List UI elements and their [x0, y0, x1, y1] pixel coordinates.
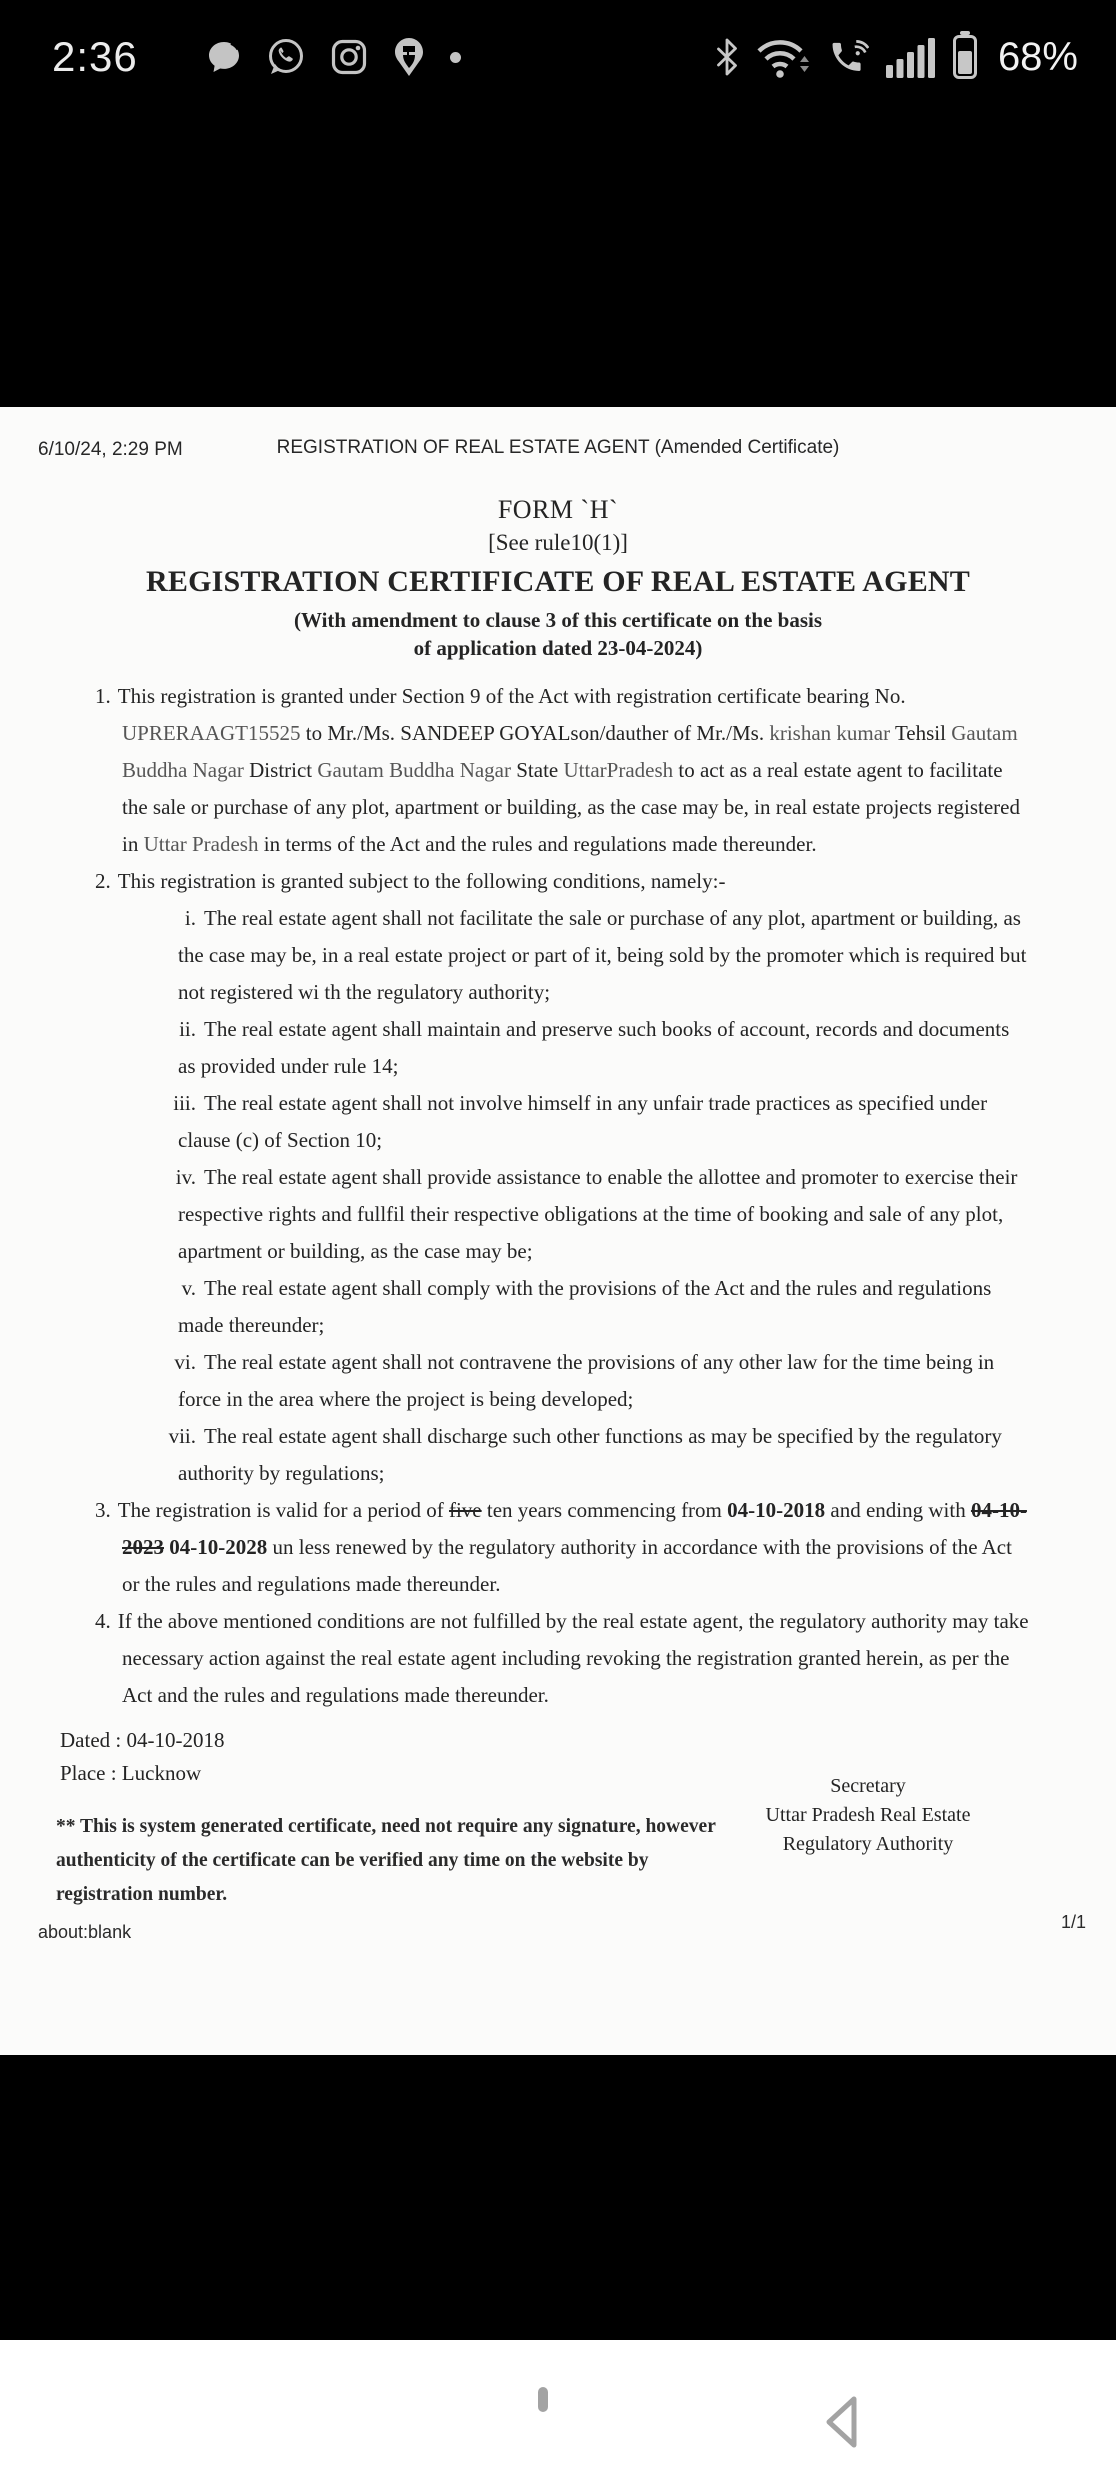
clause-3 — [95, 1492, 1032, 1603]
condition-item — [168, 1418, 1032, 1492]
footer-url: about:blank — [38, 1922, 132, 1942]
signature-line-1: Secretary — [830, 1775, 906, 1797]
clause-1-text: This registration is granted under Section 9 of the Act with registration certificate bearing No. UPRERAAGT15525 to Mr./Ms. SANDEEP GOYALson/dauther of Mr./Ms. krishan kumar Tehsil Gautam Buddha Nagar District Gautam Buddha Nagar State UttarPradesh to act as a real estate agent to facilitate the sale or purchase of any plot, apartment or building, as the case may be, in real estate projects registered in Uttar Pradesh in terms of the Act and the rules and regulations made thereunder. — [117, 684, 1020, 856]
wifi-icon — [756, 35, 810, 79]
home-icon — [538, 2387, 548, 2412]
clause-3-number: 3. — [95, 1498, 111, 1522]
condition-number: iv. — [175, 1165, 196, 1189]
condition-text: The real estate agent shall provide assistance to enable the allottee and promoter to exercise their respective rights and fullfil their respective obligations at the time of booking and sale of any plot, apartment or building, as the case may be; — [178, 1165, 1018, 1263]
condition-item — [178, 1011, 1032, 1085]
bottom-black-zone — [0, 2055, 1116, 2340]
place-line: Place : Lucknow — [60, 1761, 202, 1785]
certificate-clauses — [0, 678, 1116, 1714]
clause-2 — [95, 863, 1032, 1492]
notification-icons — [206, 37, 461, 77]
clause-4-number: 4. — [95, 1609, 111, 1633]
clause-4-text: If the above mentioned conditions are not fulfilled by the real estate agent, the regulatory authority may take necessary action against the real estate agent including revoking the registration granted herein, as per the Act and the rules and regulations made thereunder. — [117, 1609, 1029, 1707]
condition-text: The real estate agent shall not facilitate the sale or purchase of any plot, apartment or building, as the case may be, in a real estate project or part of it, being sold by the promoter which is required but not registered wi th the regulatory authority; — [178, 906, 1027, 1004]
clause-1 — [95, 678, 1032, 863]
dated-line: Dated : 04-10-2018 — [60, 1728, 225, 1752]
instagram-icon — [330, 38, 368, 76]
battery-icon — [953, 35, 977, 79]
message-icon — [206, 39, 242, 75]
condition-text: The real estate agent shall comply with the provisions of the Act and the rules and regulations made thereunder; — [178, 1276, 992, 1337]
android-nav-bar — [0, 2340, 1116, 2484]
signal-strength-icon — [886, 36, 936, 78]
condition-number: iii. — [173, 1091, 196, 1115]
condition-item — [173, 1085, 1032, 1159]
swiggy-icon — [392, 37, 426, 77]
certificate-subtitle — [0, 606, 1116, 662]
signature-line-2: Uttar Pradesh Real Estate — [765, 1804, 971, 1826]
print-header-title: REGISTRATION OF REAL ESTATE AGENT (Amended Certificate) — [276, 437, 840, 458]
clause-2-text: This registration is granted subject to the following conditions, namely:- — [117, 869, 726, 893]
condition-number: vii. — [168, 1424, 196, 1448]
condition-number: ii. — [179, 1017, 196, 1041]
certificate-document — [0, 407, 1116, 2055]
whatsapp-icon — [266, 37, 306, 77]
signature-footnote-row — [56, 1775, 1116, 1912]
clause-1-number: 1. — [95, 684, 111, 708]
print-footer-row — [0, 1912, 1116, 2061]
top-black-zone — [0, 0, 1116, 407]
condition-item — [178, 1270, 1032, 1344]
home-button[interactable] — [538, 2392, 548, 2407]
condition-text: The real estate agent shall discharge such other functions as may be specified by the regulatory authority by regulations; — [178, 1424, 1002, 1485]
signature-line-3: Regulatory Authority — [782, 1833, 954, 1855]
condition-item — [175, 1159, 1032, 1270]
clause-3-text: The registration is valid for a period of five ten years commencing from 04-10-2018 and ending with 04-10-2023 04-10-2028 un less renewed by the regulatory authority in accordance with the provisions of the Act or the rules and regulations made thereunder. — [117, 1498, 1027, 1596]
print-datetime: 6/10/24, 2:29 PM — [38, 439, 183, 460]
wifi-calling-icon — [827, 37, 869, 77]
condition-text: The real estate agent shall not involve himself in any unfair trade practices as specified under clause (c) of Section 10; — [178, 1091, 988, 1152]
condition-text: The real estate agent shall maintain and preserve such books of account, records and documents as provided under rule 14; — [178, 1017, 1010, 1078]
clause-2-number: 2. — [95, 869, 111, 893]
condition-number: i. — [184, 906, 196, 930]
status-bar — [0, 0, 1116, 104]
back-button[interactable] — [818, 2392, 868, 2455]
condition-item — [174, 1344, 1032, 1418]
conditions-list — [122, 900, 1032, 1492]
condition-number: vi. — [174, 1350, 196, 1374]
system-status-icons — [715, 35, 1078, 80]
subtitle-line-1: (With amendment to clause 3 of this certificate on the basis — [293, 608, 823, 632]
rule-reference: [See rule10(1)] — [488, 530, 628, 555]
condition-number: v. — [181, 1276, 196, 1300]
print-header-row — [0, 437, 1116, 459]
condition-item — [178, 900, 1032, 1011]
signature-block — [738, 1772, 998, 1859]
form-number: FORM `H` — [497, 495, 619, 524]
system-generated-footnote: ** This is system generated certificate, need not require any signature, however authenticity of the certificate can be verified any time on the website by registration number. — [56, 1816, 716, 1905]
bluetooth-icon — [715, 38, 739, 76]
battery-percent: 68% — [997, 34, 1078, 79]
page-indicator: 1/1 — [1060, 1912, 1086, 1932]
certificate-title: REGISTRATION CERTIFICATE OF REAL ESTATE AGENT — [146, 565, 970, 598]
back-icon — [818, 2440, 868, 2455]
subtitle-line-2: of application dated 23-04-2024) — [413, 636, 703, 660]
condition-text: The real estate agent shall not contravene the provisions of any other law for the time being in force in the area where the project is being developed; — [178, 1350, 995, 1411]
status-time: 2:36 — [52, 33, 138, 80]
notification-dot — [450, 52, 461, 63]
clause-4 — [95, 1603, 1032, 1714]
